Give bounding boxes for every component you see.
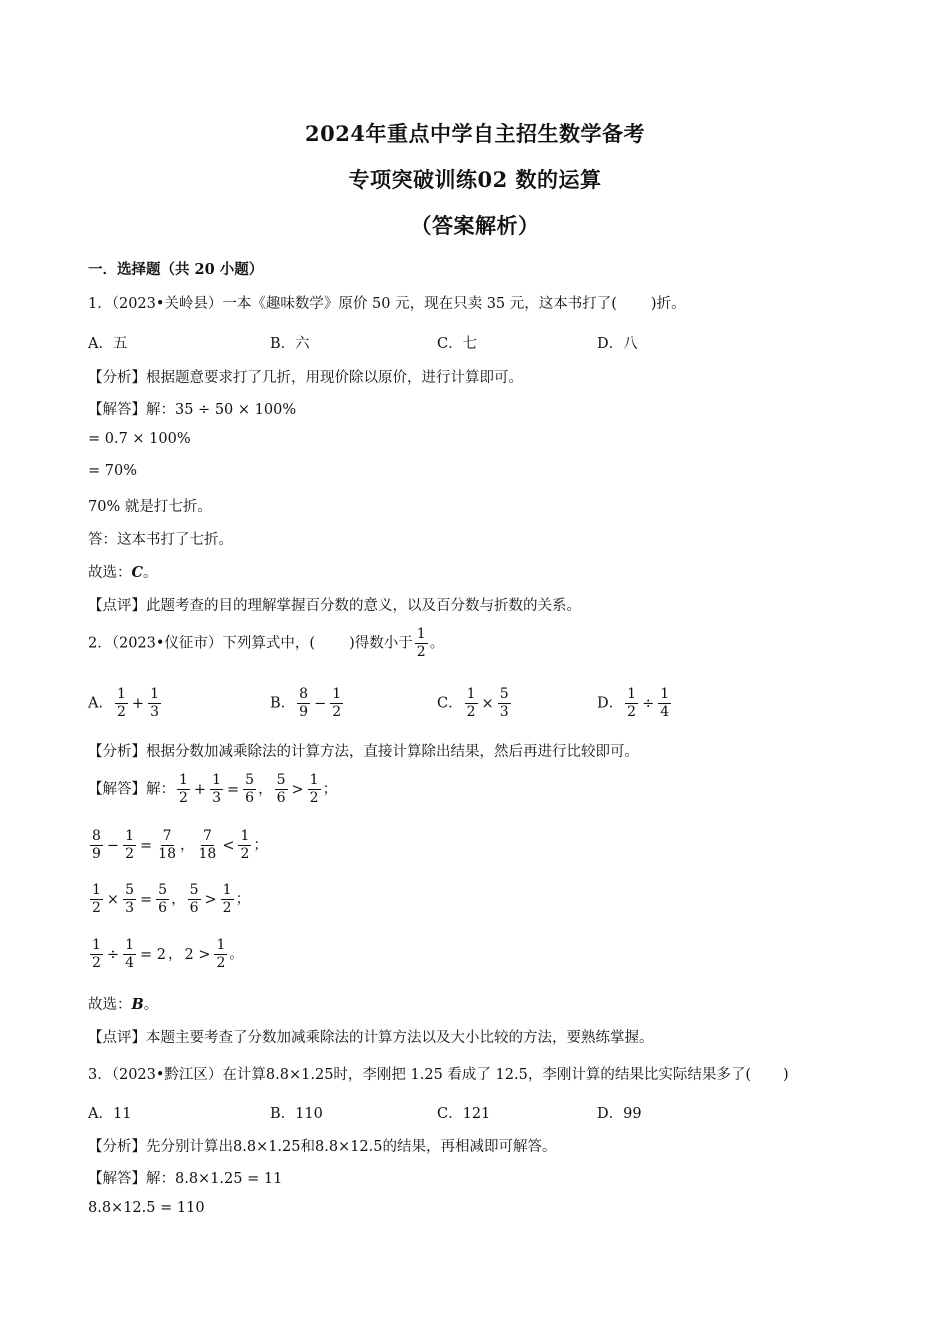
q1-option-b: B．六: [270, 336, 310, 352]
q2-choice: 故选：B。: [88, 996, 159, 1013]
q3-option-c: C．121: [437, 1106, 491, 1122]
q1-solution-step3: = 70%: [88, 463, 137, 479]
q3-option-a: A．11: [88, 1106, 132, 1122]
q3-option-d: D．99: [597, 1106, 642, 1122]
q3-solution-step2: 8.8×12.5 = 110: [88, 1200, 205, 1216]
q1-option-d: D．八: [597, 336, 638, 352]
section-heading: 一．选择题（共 20 小题）: [88, 261, 264, 278]
q1-analysis: 【分析】根据题意要求打了几折，用现价除以原价，进行计算即可。: [88, 370, 523, 386]
q1-option-a: A．五: [88, 336, 128, 352]
q1-solution-step2: = 0.7 × 100%: [88, 431, 191, 447]
q2-comment: 【点评】本题主要考查了分数加减乘除法的计算方法以及大小比较的方法，要熟练掌握。: [88, 1030, 654, 1046]
q3-solution-step1: 【解答】解：8.8×1.25 = 11: [88, 1171, 283, 1187]
q1-reply: 答：这本书打了七折。: [88, 532, 233, 548]
q1-solution-step4: 70% 就是打七折。: [88, 499, 212, 515]
q2-solution-row2: $\frac{8}{9}$ − $\frac{1}{2}$ = $\frac{7}{18}$ ， $\frac{7}{18}$ < $\frac{1}{2}$ ；: [92, 828, 268, 862]
document-subtitle: 专项突破训练02 数的运算: [348, 167, 602, 192]
fraction: $\frac{1}{2}$: [416, 626, 426, 660]
q2-solution-row3: $\frac{1}{2}$ × $\frac{5}{3}$ = $\frac{5}{6}$ ， $\frac{5}{6}$ > $\frac{1}{2}$ ；: [92, 882, 251, 916]
q2-option-a: A． $\frac{1}{2}$ + $\frac{1}{3}$: [88, 686, 159, 720]
q2-option-b: B． $\frac{8}{9}$ − $\frac{1}{2}$: [270, 686, 342, 720]
document-title: 2024年重点中学自主招生数学备考: [305, 121, 645, 146]
q2-option-d: D． $\frac{1}{2}$ ÷ $\frac{1}{4}$: [597, 686, 670, 720]
q1-option-c: C．七: [437, 336, 478, 352]
q2-option-c: C． $\frac{1}{2}$ × $\frac{5}{3}$: [437, 686, 509, 720]
q3-stem: 3．（2023•黔江区）在计算8.8×1.25时，李刚把 1.25 看成了 12.5，李刚计算的结果比实际结果多了( ): [88, 1067, 789, 1083]
q3-option-b: B．110: [270, 1106, 323, 1122]
q1-choice: 故选：C。: [88, 564, 158, 581]
q2-stem: 2．（2023•仪征市）下列算式中，( )得数小于 $\frac{1}{2}$ 。: [88, 626, 445, 660]
q2-analysis: 【分析】根据分数加减乘除法的计算方法，直接计算除出结果，然后再进行比较即可。: [88, 744, 639, 760]
q1-solution-step1: 【解答】解：35 ÷ 50 × 100%: [88, 402, 297, 418]
q2-solution-row4: $\frac{1}{2}$ ÷ $\frac{1}{4}$ = 2 ， 2 > $\frac{1}{2}$ 。: [92, 937, 244, 971]
q1-stem: 1．（2023•关岭县）一本《趣味数学》原价 50 元，现在只卖 35 元，这本书打了( )折。: [88, 296, 686, 312]
q3-analysis: 【分析】先分别计算出8.8×1.25和8.8×12.5的结果，再相减即可解答。: [88, 1139, 557, 1155]
q1-comment: 【点评】此题考查的目的理解掌握百分数的意义，以及百分数与折数的关系。: [88, 598, 581, 614]
q2-solution-row1: 【解答】解： $\frac{1}{2}$ + $\frac{1}{3}$ = $\frac{5}{6}$ ， $\frac{5}{6}$ > $\frac{1}{2}$ ；: [88, 772, 338, 806]
answer-analysis-label: （答案解析）: [410, 213, 540, 238]
